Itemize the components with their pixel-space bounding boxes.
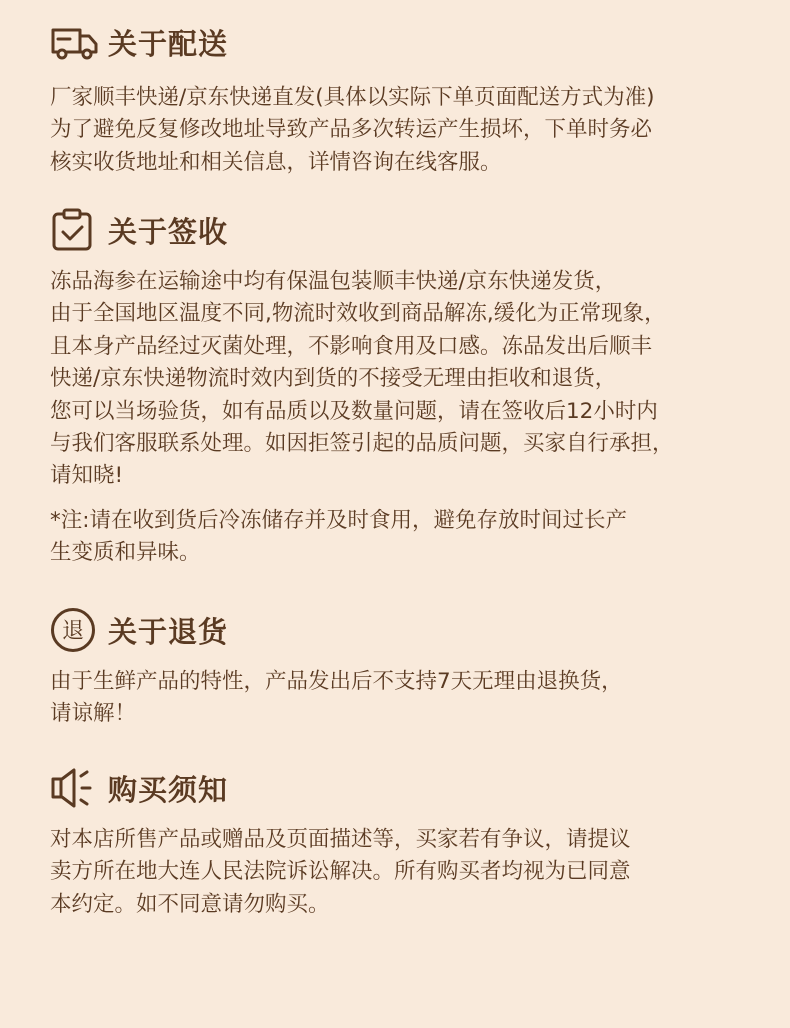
section-returns-body — [50, 666, 760, 731]
text-line: 您可以当场验货，如有品质以及数量问题，请在签收后12小时内 — [50, 398, 658, 424]
text-line: 与我们客服联系处理。如因拒签引起的品质问题，买家自行承担， — [50, 431, 674, 457]
text-line: 厂家顺丰快递/京东快递直发(具体以实际下单页面配送方式为准) — [50, 85, 655, 110]
text-line: 生变质和异味。 — [50, 540, 201, 566]
section-delivery-title: 关于配送 — [108, 26, 229, 61]
clipboard-check-icon — [50, 208, 100, 252]
section-signing — [50, 206, 760, 570]
text-line: 且本身产品经过灭菌处理，不影响食用及口感。冻品发出后顺丰 — [50, 333, 653, 359]
section-signing-body — [50, 266, 760, 493]
section-signing-title: 关于签收 — [108, 214, 229, 249]
text-line: 由于生鲜产品的特性，产品发出后不支持7天无理由退换货， — [50, 669, 623, 694]
text-line: 核实收货地址和相关信息，详情咨询在线客服。 — [50, 149, 502, 175]
text-line: *注:请在收到货后冷冻储存并及时食用，避免存放时间过长产 — [50, 507, 627, 533]
return-circle-icon — [50, 608, 100, 652]
text-line: 请谅解！ — [50, 701, 137, 727]
section-returns-header — [50, 606, 760, 654]
return-icon-glyph: 退 — [61, 619, 85, 644]
delivery-truck-icon — [50, 20, 100, 64]
text-line: 由于全国地区温度不同,物流时效收到商品解冻,缓化为正常现象， — [50, 301, 666, 327]
text-line: 对本店所售产品或赠品及页面描述等，买家若有争议，请提议 — [50, 827, 631, 852]
text-line: 本约定。如不同意请勿购买。 — [50, 891, 330, 917]
text-line: 冻品海参在运输途中均有保温包装顺丰快递/京东快递发货， — [50, 269, 617, 294]
section-signing-note — [50, 505, 760, 570]
section-purchase — [50, 764, 760, 921]
section-delivery — [50, 18, 760, 179]
text-line: 为了避免反复修改地址导致产品多次转运产生损坏，下单时务必 — [50, 117, 653, 143]
text-line: 快递/京东快递物流时效内到货的不接受无理由拒收和退货， — [50, 366, 617, 392]
section-purchase-header — [50, 764, 760, 812]
speaker-icon — [50, 766, 100, 810]
section-purchase-title: 购买须知 — [108, 772, 229, 807]
text-line: 请知晓! — [50, 463, 124, 489]
section-returns — [50, 606, 760, 731]
section-delivery-header — [50, 18, 760, 66]
section-returns-title: 关于退货 — [108, 614, 229, 649]
section-delivery-body — [50, 82, 760, 179]
text-line: 卖方所在地大连人民法院诉讼解决。所有购买者均视为已同意 — [50, 859, 631, 885]
section-purchase-body — [50, 824, 760, 921]
section-signing-header — [50, 206, 760, 254]
